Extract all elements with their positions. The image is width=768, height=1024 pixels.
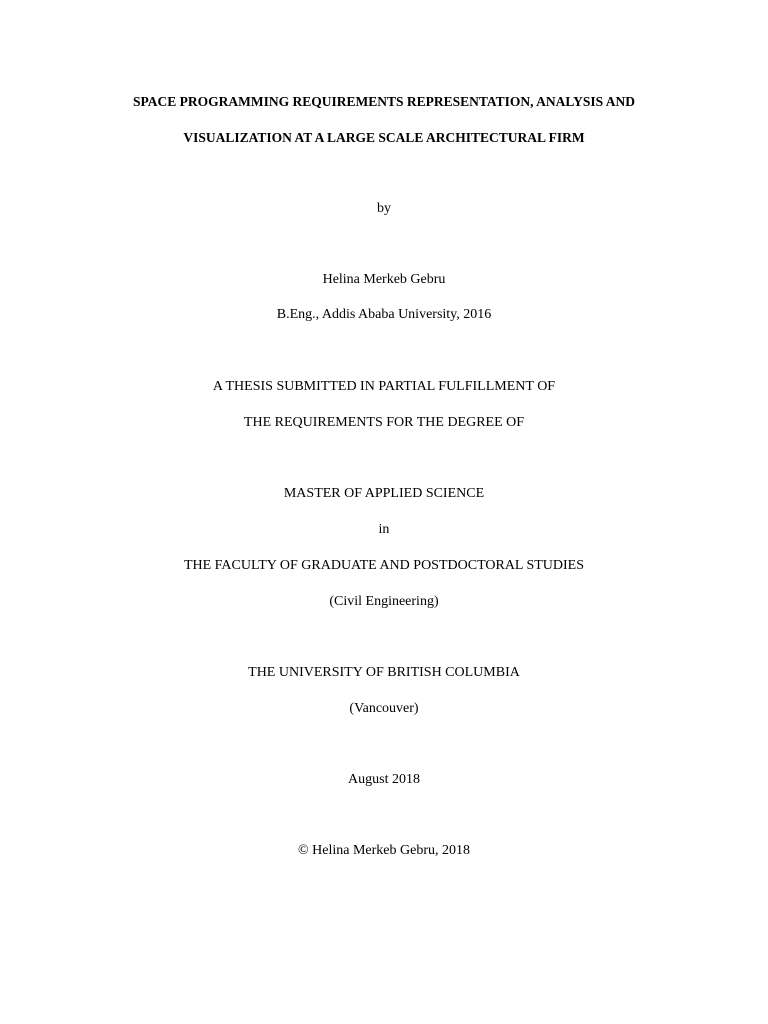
- degree-name: MASTER OF APPLIED SCIENCE: [283, 486, 485, 501]
- department-name: (Civil Engineering): [329, 594, 439, 609]
- author-name: Helina Merkeb Gebru: [322, 272, 446, 287]
- thesis-title-line-2: VISUALIZATION AT A LARGE SCALE ARCHITECTURAL FIRM: [183, 130, 585, 145]
- submission-statement-line-1: A THESIS SUBMITTED IN PARTIAL FULFILLMENT OF: [212, 379, 556, 394]
- submission-date: August 2018: [348, 772, 420, 787]
- prior-degree: B.Eng., Addis Ababa University, 2016: [276, 307, 492, 322]
- submission-statement-line-2: THE REQUIREMENTS FOR THE DEGREE OF: [243, 415, 525, 430]
- copyright-notice: © Helina Merkeb Gebru, 2018: [298, 843, 470, 858]
- thesis-title-line-1: SPACE PROGRAMMING REQUIREMENTS REPRESENTATION, ANALYSIS AND: [132, 94, 636, 109]
- faculty-name: THE FACULTY OF GRADUATE AND POSTDOCTORAL STUDIES: [183, 558, 585, 573]
- in-label: in: [378, 522, 390, 537]
- university-name: THE UNIVERSITY OF BRITISH COLUMBIA: [248, 665, 520, 680]
- campus-name: (Vancouver): [349, 701, 419, 716]
- by-label: by: [377, 201, 391, 216]
